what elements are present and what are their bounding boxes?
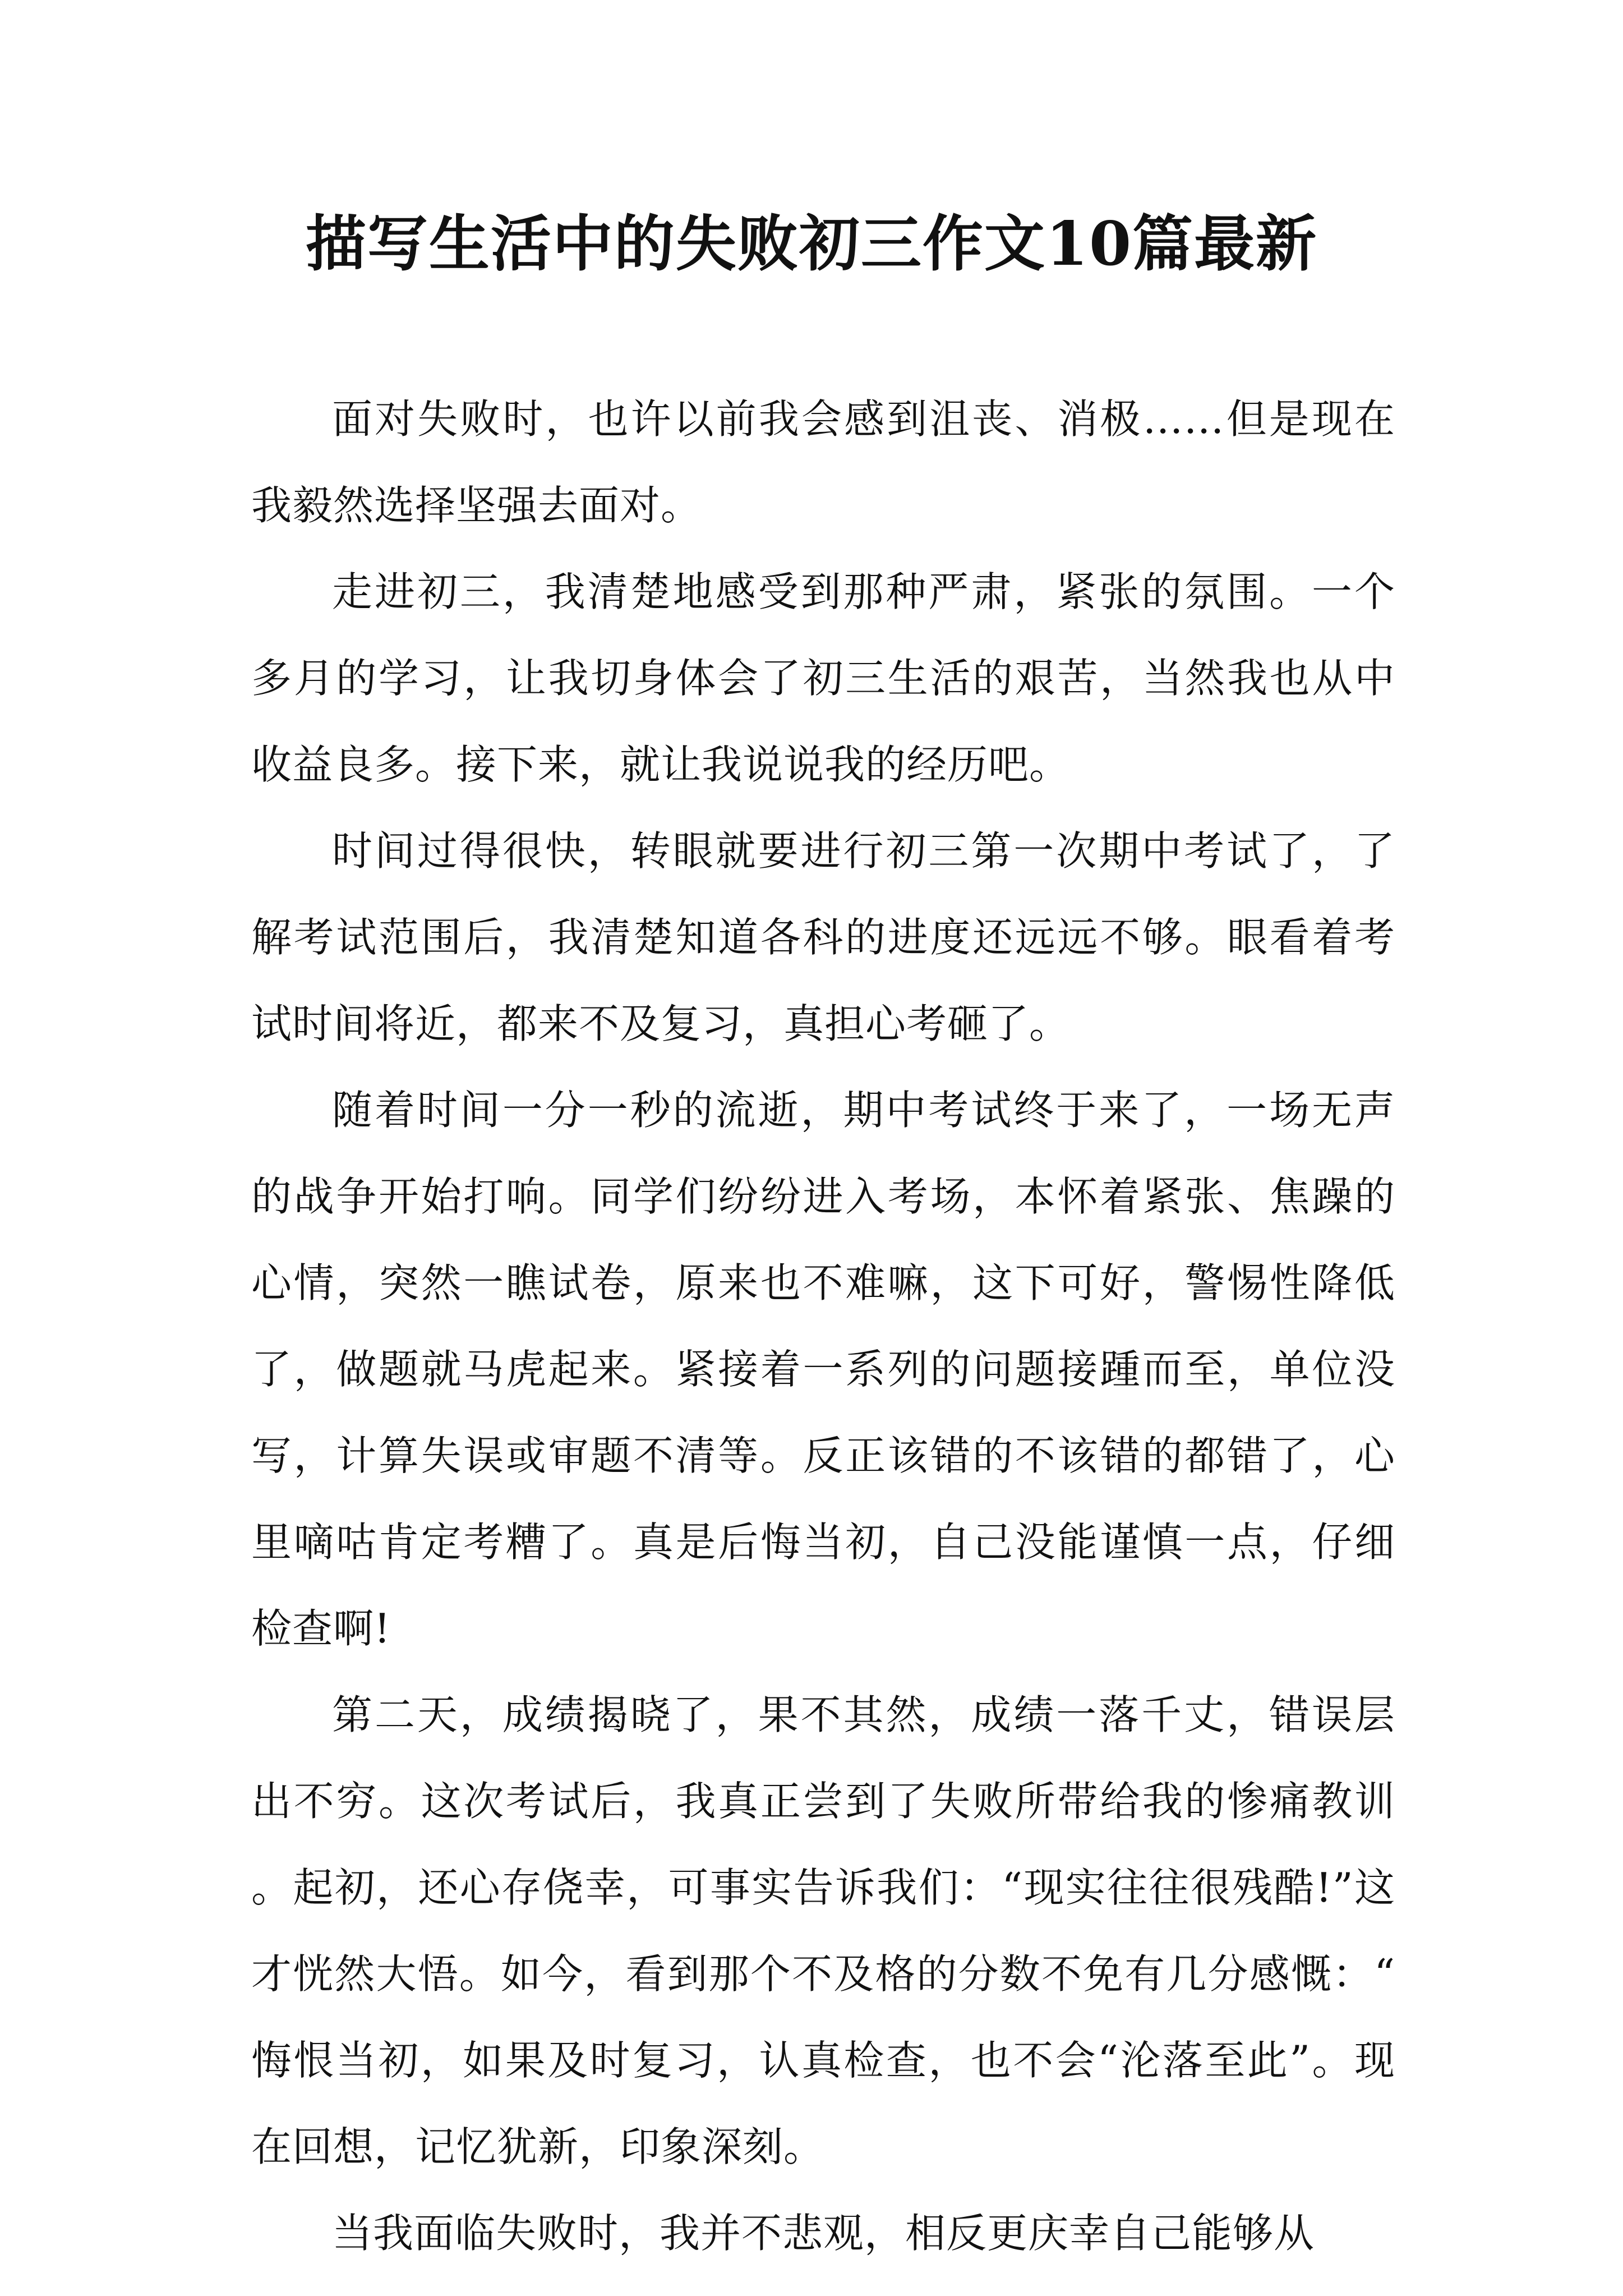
document-title: 描写生活中的失败初三作文10篇最新 xyxy=(305,209,1318,279)
paragraph-2: 走进初三，我清楚地感受到那种严肃，紧张的氛围。一个多月的学习，让我切身体会了初三生活的艰苦，当然我也从中收益良多。接下来，就让我说说我的经历吧。 xyxy=(251,568,1395,788)
paragraph-6: 当我面临失败时，我并不悲观，相反更庆幸自己能够从 xyxy=(332,2210,1315,2257)
paragraph-3: 时间过得很快，转眼就要进行初三第一次期中考试了，了解考试范围后，我清楚知道各科的进度还远远不够。眼看着考试时间将近，都来不及复习，真担心考砸了。 xyxy=(251,827,1395,1047)
paragraph-5: 第二天，成绩揭晓了，果不其然，成绩一落千丈，错误层出不穷。这次考试后，我真正尝到了失败所带给我的惨痛教训。起初，还心存侥幸，可事实告诉我们：“现实往往很残酷!”这才恍然大悟。如今，看到那个不及格的分数不免有几分感慨：“悔恨当初，如果及时复习，认真检查，也不会“沦落至此”。现在回想，记忆犹新，印象深刻。 xyxy=(251,1691,1395,2170)
document-body xyxy=(251,376,1395,2276)
paragraph-1: 面对失败时，也许以前我会感到沮丧、消极……但是现在我毅然选择坚强去面对。 xyxy=(251,395,1395,529)
paragraph-4: 随着时间一分一秒的流逝，期中考试终于来了，一场无声的战争开始打响。同学们纷纷进入考场，本怀着紧张、焦躁的心情，突然一瞧试卷，原来也不难嘛，这下可好，警惕性降低了，做题就马虎起来。紧接着一系列的问题接踵而至，单位没写，计算失误或审题不清等。反正该错的不该错的都错了，心里嘀咕肯定考糟了。真是后悔当初，自己没能谨慎一点，仔细检查啊! xyxy=(251,1087,1395,1652)
